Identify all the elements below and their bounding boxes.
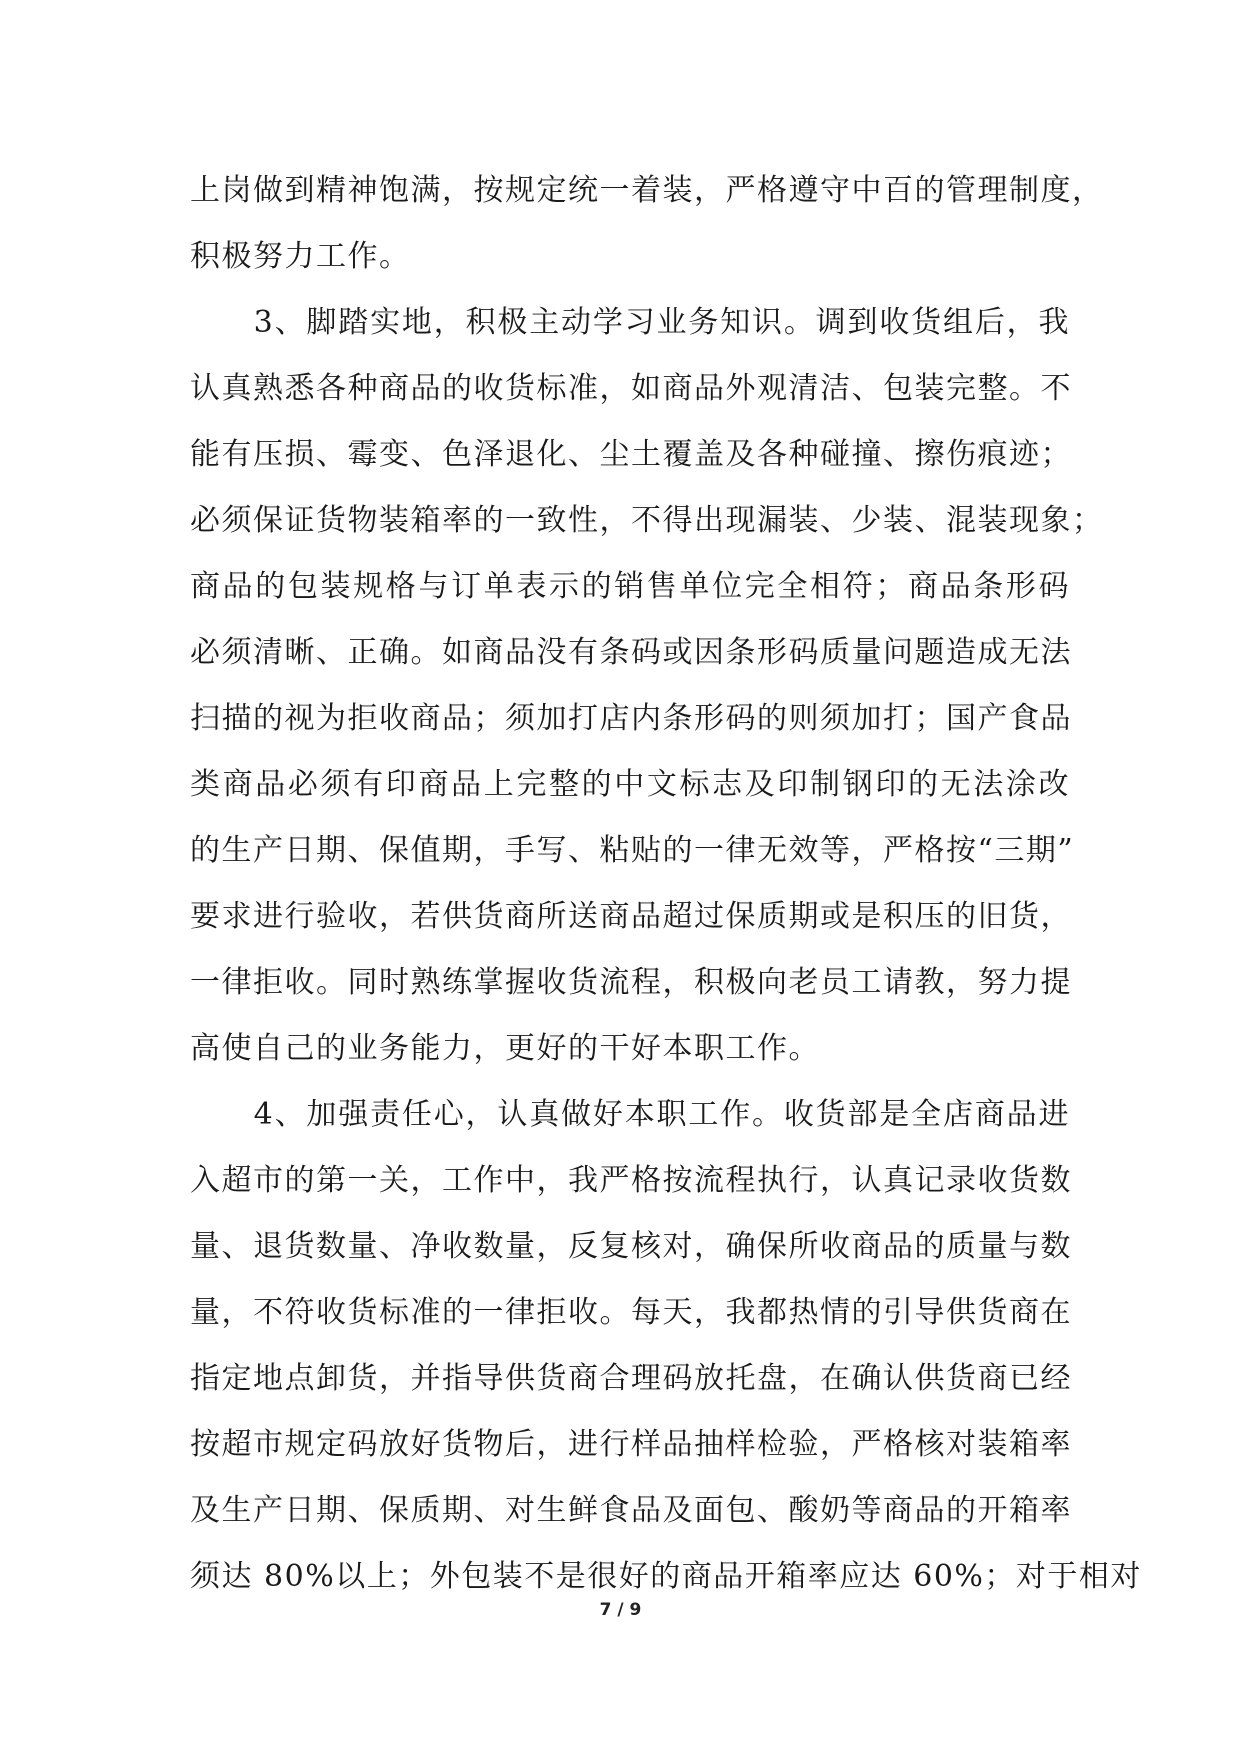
page-number: 7 / 9 (599, 1600, 642, 1620)
text-line: 入超市的第一关，工作中，我严格按流程执行，认真记录收货数 (190, 1163, 1072, 1198)
text-line: 上岗做到精神饱满，按规定统一着装，严格遵守中百的管理制度， (190, 173, 1104, 208)
body-text (190, 158, 1142, 1610)
text-line: 类商品必须有印商品上完整的中文标志及印制钢印的无法涂改 (190, 767, 1070, 802)
text-line: 认真熟悉各种商品的收货标准，如商品外观清洁、包装完整。不 (190, 371, 1072, 406)
text-line: 按超市规定码放好货物后，进行样品抽样检验，严格核对装箱率 (190, 1427, 1072, 1462)
text-line: 须达 80%以上；外包装不是很好的商品开箱率应达 60%；对于相对 (190, 1559, 1142, 1594)
text-line: 指定地点卸货，并指导供货商合理码放托盘，在确认供货商已经 (190, 1361, 1072, 1396)
text-line: 商品的包装规格与订单表示的销售单位完全相符；商品条形码 (190, 569, 1070, 604)
text-line: 量、退货数量、净收数量，反复核对，确保所收商品的质量与数 (190, 1229, 1072, 1264)
text-line: 一律拒收。同时熟练掌握收货流程，积极向老员工请教，努力提 (190, 965, 1072, 1000)
text-line: 3、脚踏实地，积极主动学习业务知识。调到收货组后，我 (190, 305, 1070, 340)
text-line: 量，不符收货标准的一律拒收。每天，我都热情的引导供货商在 (190, 1295, 1072, 1330)
text-line: 高使自己的业务能力，更好的干好本职工作。 (190, 1031, 820, 1066)
text-line: 必须保证货物装箱率的一致性，不得出现漏装、少装、混装现象； (190, 503, 1104, 538)
text-line: 要求进行验收，若供货商所送商品超过保质期或是积压的旧货， (190, 899, 1072, 934)
text-line: 必须清晰、正确。如商品没有条码或因条形码质量问题造成无法 (190, 635, 1072, 670)
text-line: 扫描的视为拒收商品；须加打店内条形码的则须加打；国产食品 (190, 701, 1072, 736)
text-line: 的生产日期、保值期，手写、粘贴的一律无效等，严格按“三期” (190, 833, 1075, 868)
text-line: 能有压损、霉变、色泽退化、尘土覆盖及各种碰撞、擦伤痕迹； (190, 437, 1072, 472)
text-line: 4、加强责任心，认真做好本职工作。收货部是全店商品进 (190, 1097, 1070, 1132)
text-line: 及生产日期、保质期、对生鲜食品及面包、酸奶等商品的开箱率 (190, 1493, 1072, 1528)
text-line: 积极努力工作。 (190, 239, 411, 274)
